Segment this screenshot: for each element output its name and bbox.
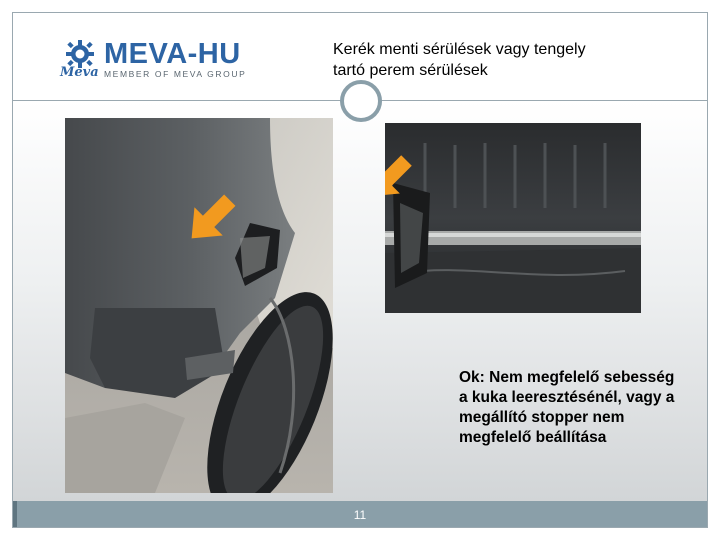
logo-tagline: MEMBER OF MEVA GROUP xyxy=(104,69,247,79)
arrow-icon xyxy=(385,151,416,207)
logo-wordmark: MEVA-HU xyxy=(104,38,241,70)
slide-title xyxy=(333,39,673,81)
bin-wheel-damage-photo xyxy=(65,118,333,493)
footer-accent xyxy=(13,501,17,527)
title-line-1: Kerék menti sérülések vagy tengely xyxy=(333,41,586,58)
axle-rim-damage-photo xyxy=(385,123,641,313)
meva-hu-logo xyxy=(60,38,247,84)
page-number: 11 xyxy=(353,508,367,522)
title-line-2: tartó perem sérülések xyxy=(333,62,488,79)
arrow-icon xyxy=(180,190,240,250)
cause-text: Ok: Nem megfelelő sebesség a kuka leeresztésénél, vagy a megállító stopper nem megfelelő beállítása xyxy=(459,369,675,446)
circle-marker xyxy=(340,80,382,122)
logo-script: Meva xyxy=(60,65,99,80)
